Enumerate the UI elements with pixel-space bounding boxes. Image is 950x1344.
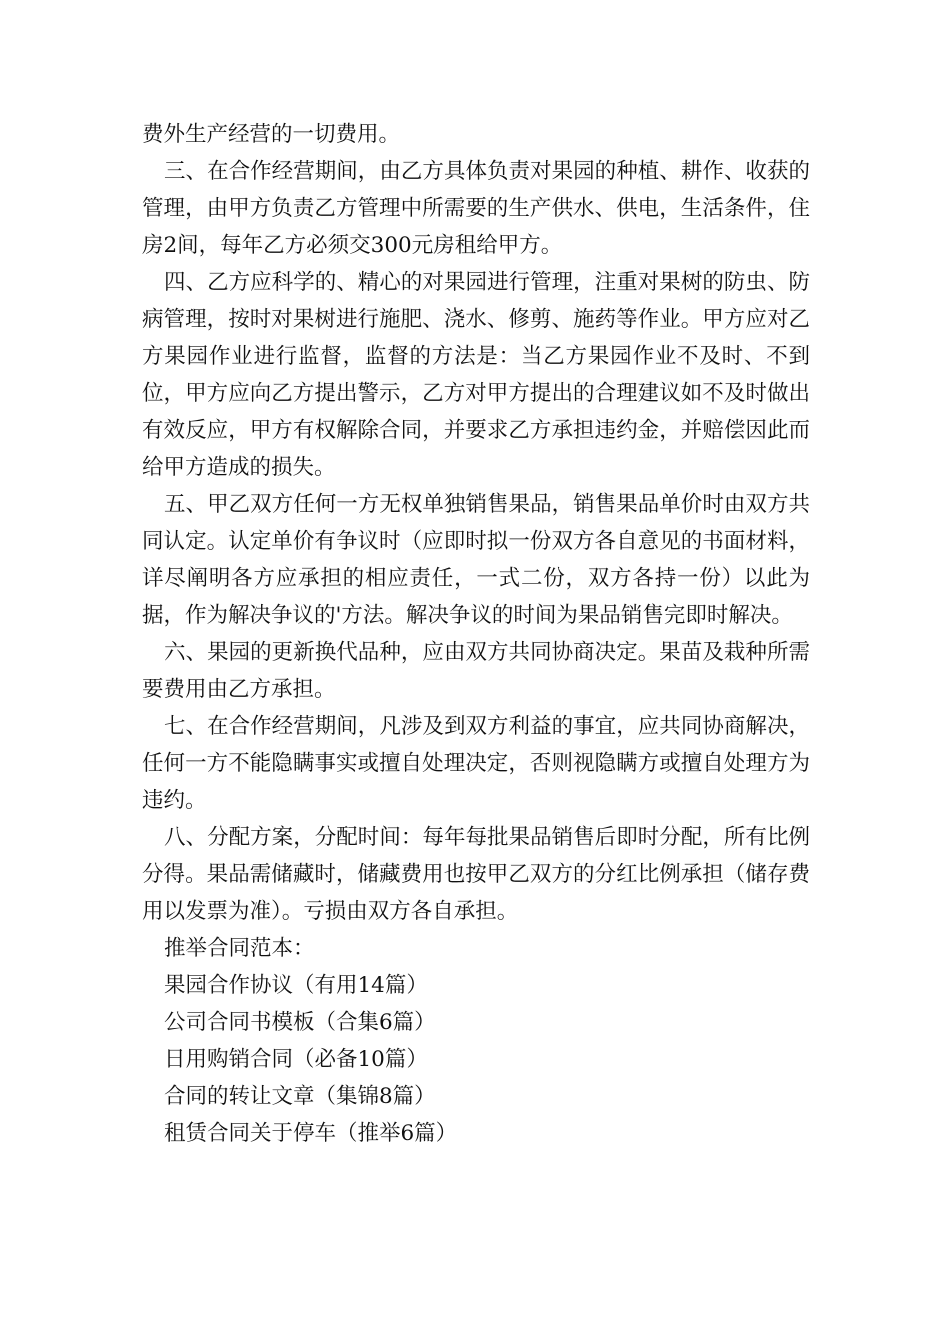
paragraph-clause-3: 三、在合作经营期间，由乙方具体负责对果园的种植、耕作、收获的管理，由甲方负责乙方管理中所需要的生产供水、供电，生活条件，住房2间，每年乙方必须交300元房租给甲方。 bbox=[142, 159, 810, 258]
recommend-link[interactable]: 公司合同书模板（合集6篇） bbox=[164, 1010, 436, 1035]
recommend-link[interactable]: 日用购销合同（必备10篇） bbox=[164, 1047, 428, 1072]
recommend-link-list bbox=[142, 967, 810, 1152]
recommend-link[interactable]: 合同的转让文章（集锦8篇） bbox=[164, 1084, 436, 1109]
paragraph-clause-7: 七、在合作经营期间，凡涉及到双方利益的事宜，应共同协商解决，任何一方不能隐瞒事实或擅自处理决定，否则视隐瞒方或擅自处理方为违约。 bbox=[142, 714, 810, 813]
recommend-link[interactable]: 租赁合同关于停车（推举6篇） bbox=[164, 1121, 458, 1146]
paragraph-clause-6: 六、果园的更新换代品种，应由双方共同协商决定。果苗及栽种所需要费用由乙方承担。 bbox=[142, 640, 810, 702]
paragraph-clause-8: 八、分配方案，分配时间：每年每批果品销售后即时分配，所有比例分得。果品需储藏时，储藏费用也按甲乙双方的分红比例承担（储存费用以发票为准）。亏损由双方各自承担。 bbox=[142, 825, 810, 924]
paragraph-continuation: 费外生产经营的一切费用。 bbox=[142, 122, 401, 147]
paragraph-clause-5: 五、甲乙双方任何一方无权单独销售果品，销售果品单价时由双方共同认定。认定单价有争议时（应即时拟一份双方各自意见的书面材料，详尽阐明各方应承担的相应责任，一式二份，双方各持一份）以此为据，作为解决争议的'方法。解决争议的时间为果品销售完即时解决。 bbox=[142, 492, 810, 628]
paragraph-clause-4: 四、乙方应科学的、精心的对果园进行管理，注重对果树的防虫、防病管理，按时对果树进行施肥、浇水、修剪、施药等作业。甲方应对乙方果园作业进行监督，监督的方法是：当乙方果园作业不及时、不到位，甲方应向乙方提出警示，乙方对甲方提出的合理建议如不及时做出有效反应，甲方有权解除合同，并要求乙方承担违约金，并赔偿因此而给甲方造成的损失。 bbox=[142, 270, 810, 480]
recommend-link[interactable]: 果园合作协议（有用14篇） bbox=[164, 973, 428, 998]
document-page bbox=[142, 116, 810, 1152]
recommend-heading: 推举合同范本： bbox=[164, 936, 315, 961]
